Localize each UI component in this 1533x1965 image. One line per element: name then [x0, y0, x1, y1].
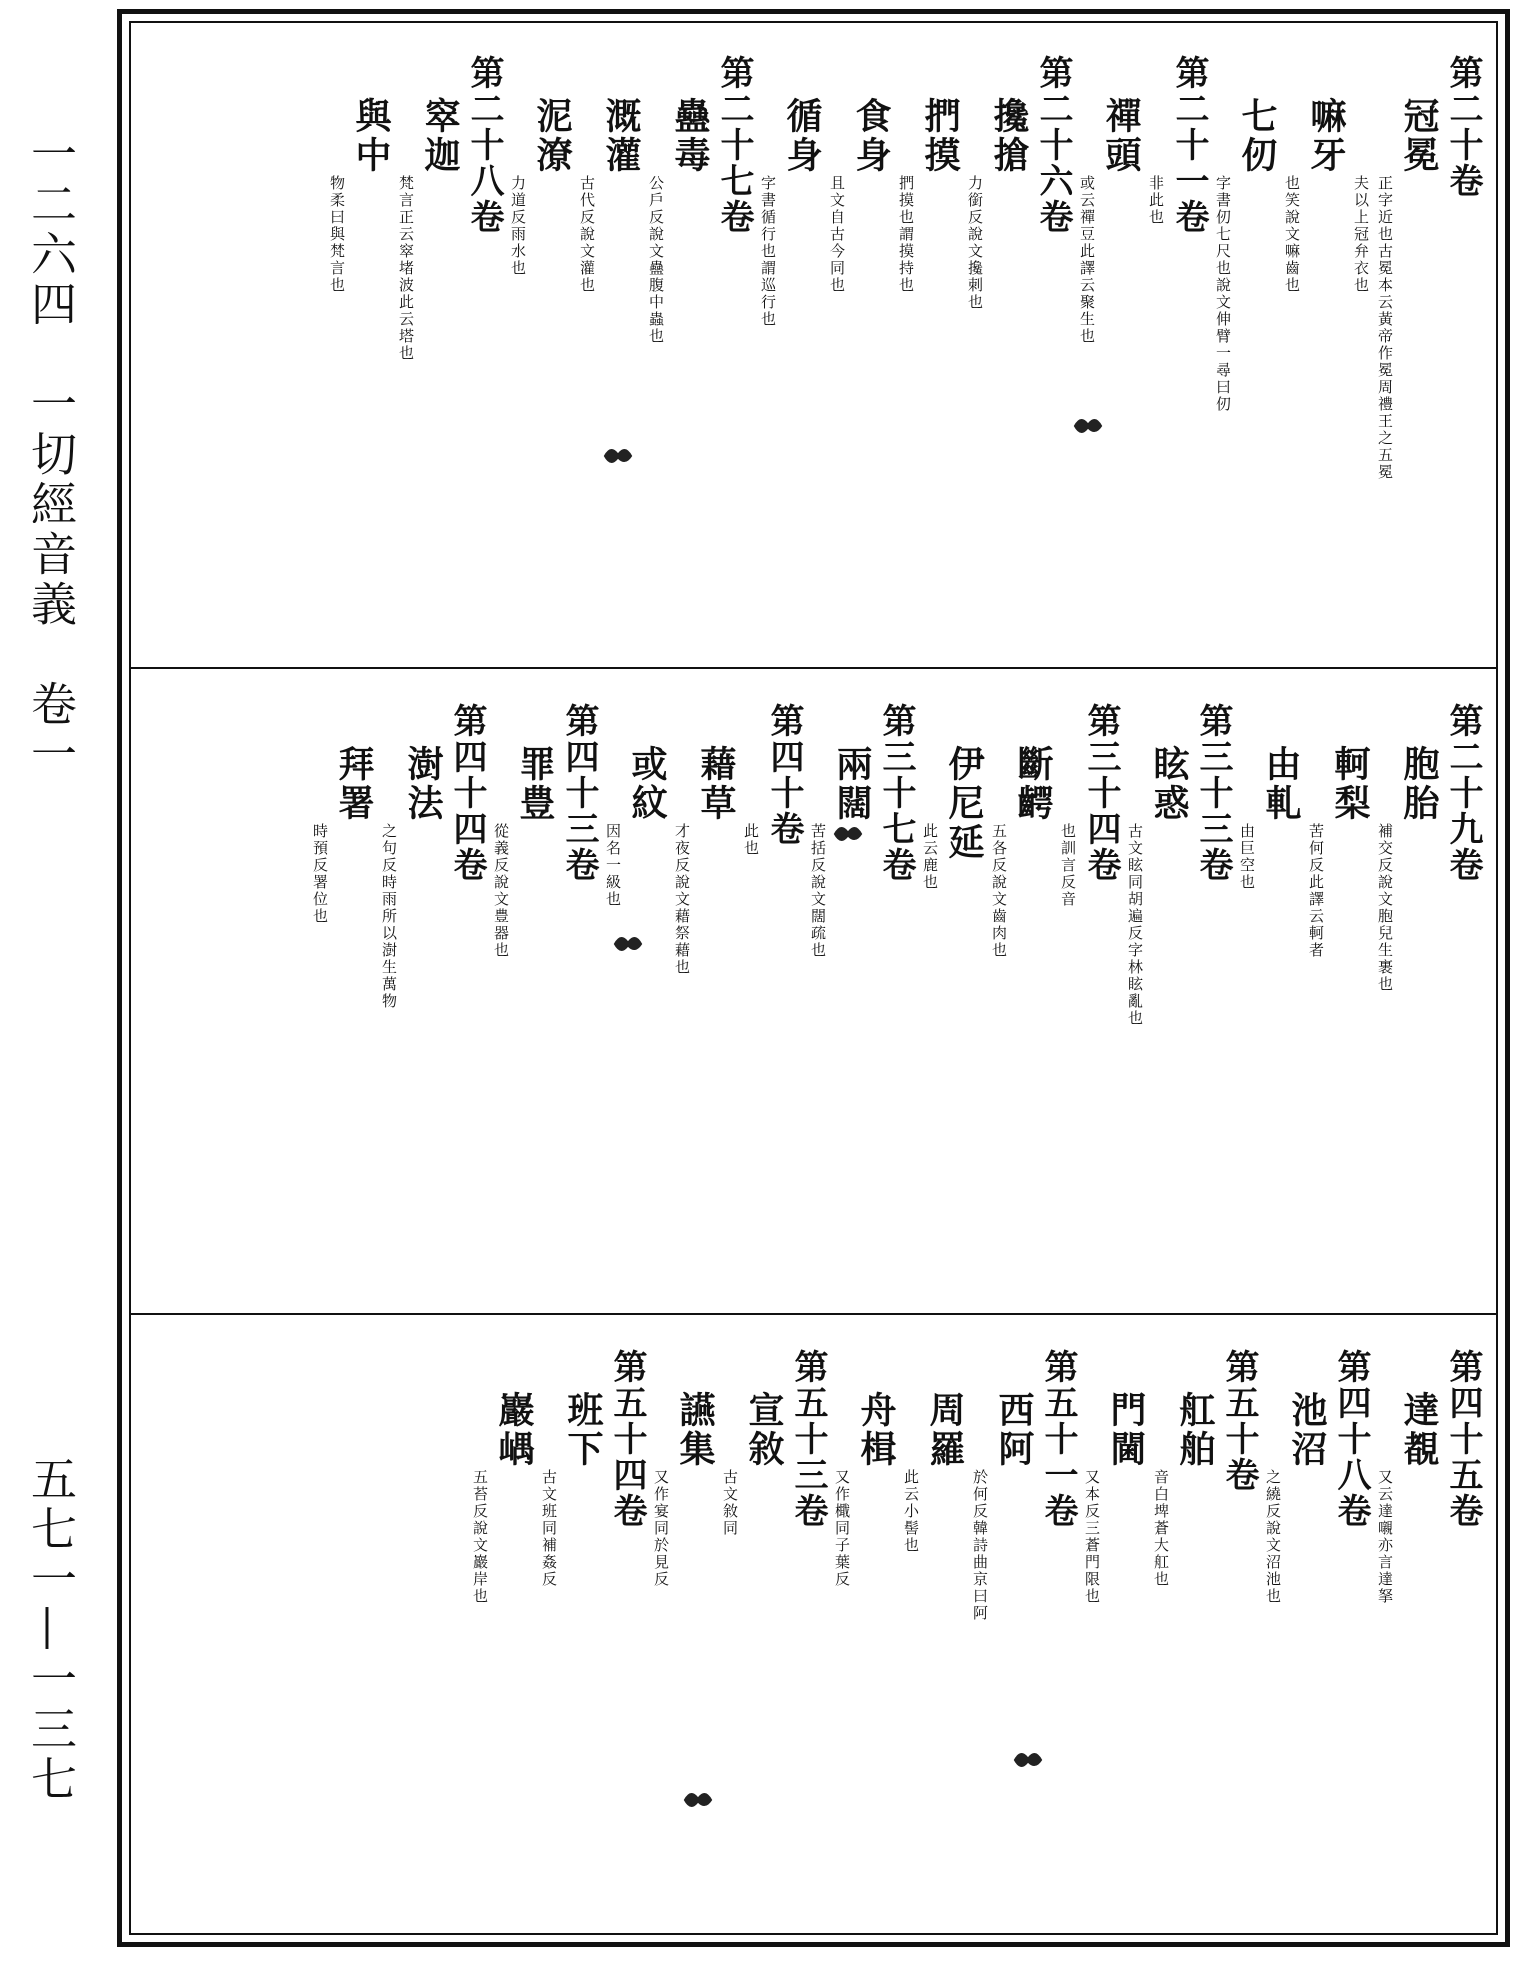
section-heading: 第二十九卷	[1443, 703, 1483, 883]
entry-gloss: 時預反署位也	[311, 823, 329, 925]
entry-headword: 禪頭	[1100, 97, 1142, 175]
entry-headword: 蠱毒	[669, 97, 711, 175]
entry-gloss: 補交反說文胞兒生裹也	[1376, 823, 1394, 993]
entry-gloss: 又本反三蒼門限也	[1083, 1469, 1101, 1605]
entry-headword: 眩惑	[1148, 745, 1190, 823]
entry-gloss: 苦何反此譯云軻者	[1307, 823, 1325, 959]
column-area	[269, 1349, 1483, 1916]
section-heading: 第五十一卷	[1038, 1349, 1078, 1529]
entry-gloss: 也笑說文嘛齒也	[1283, 175, 1301, 294]
section-heading: 第四十四卷	[447, 703, 487, 883]
entry-gloss: 梵言正云窣堵波此云塔也	[397, 175, 415, 362]
entry-headword: 斷齶	[1012, 745, 1054, 823]
entry-gloss: 力銜反說文攙刺也	[966, 175, 984, 311]
panel-bottom	[129, 1313, 1498, 1938]
entry-headword: 軻梨	[1329, 745, 1371, 823]
entry-gloss: 字書仞七尺也說文伸臂一尋曰仞	[1214, 175, 1232, 413]
entry-gloss: 之句反時雨所以澍生萬物	[380, 823, 398, 1010]
entry-headword: 讌集	[674, 1391, 716, 1469]
entry-headword: 舟楫	[855, 1391, 897, 1469]
entry-gloss: 物柔曰與梵言也	[328, 175, 346, 294]
panel-middle	[129, 667, 1498, 1313]
entry-gloss: 古文敘同	[721, 1469, 739, 1537]
entry-headword: 食身	[850, 97, 892, 175]
entry-gloss: 古文班同補姦反	[540, 1469, 558, 1588]
entry-gloss: 之繞反說文沼池也	[1264, 1469, 1282, 1605]
panel-top	[129, 21, 1498, 667]
section-heading: 第三十三卷	[1193, 703, 1233, 883]
entry-gloss: 此云鹿也	[921, 823, 939, 891]
entry-headword: 班下	[562, 1391, 604, 1469]
entry-gloss: 於何反韓詩曲京曰阿	[971, 1469, 989, 1622]
section-heading: 第二十六卷	[1033, 55, 1073, 235]
column-area	[269, 55, 1483, 645]
entry-gloss: 苦括反說文闊疏也	[809, 823, 827, 959]
entry-gloss: 五苔反說文巖岸也	[471, 1469, 489, 1605]
entry-headword: 拜署	[333, 745, 375, 823]
section-heading: 第二十八卷	[464, 55, 504, 235]
section-heading: 第五十四卷	[607, 1349, 647, 1529]
entry-gloss: 字書循行也謂巡行也	[759, 175, 777, 328]
section-heading: 第二十一卷	[1169, 55, 1209, 235]
entry-gloss: 正字近也古冕本云黃帝作冕周禮王之五冕	[1376, 175, 1394, 481]
section-heading: 第二十七卷	[714, 55, 754, 235]
entry-gloss: 此也	[742, 823, 760, 857]
entry-headword: 舡舶	[1174, 1391, 1216, 1469]
entry-gloss: 從義反說文豊器也	[492, 823, 510, 959]
section-heading: 第五十三卷	[788, 1349, 828, 1529]
entry-headword: 巖嵎	[493, 1391, 535, 1469]
entry-headword: 伊尼延	[943, 745, 985, 862]
entry-headword: 藉草	[695, 745, 737, 823]
entry-gloss: 五各反說文齒肉也	[990, 823, 1008, 959]
entry-headword: 攙搶	[988, 97, 1030, 175]
entry-gloss: 此云小髻也	[902, 1469, 920, 1554]
entry-headword: 泥潦	[531, 97, 573, 175]
entry-gloss: 音白埤蒼大舡也	[1152, 1469, 1170, 1588]
entry-gloss: 非此也	[1147, 175, 1165, 226]
entry-headword: 兩闊	[831, 745, 873, 823]
entry-gloss: 由巨空也	[1238, 823, 1256, 891]
section-heading: 第三十七卷	[876, 703, 916, 883]
margin-page-number: 五七一—一三七	[24, 1455, 78, 1805]
entry-headword: 達覩	[1398, 1391, 1440, 1469]
entry-headword: 窣迦	[419, 97, 461, 175]
section-heading: 第四十卷	[764, 703, 804, 847]
margin-title: 一二六四 一切經音義 卷一	[24, 130, 78, 780]
entry-headword: 門閫	[1105, 1391, 1147, 1469]
entry-headword: 宣敘	[743, 1391, 785, 1469]
section-heading: 第三十四卷	[1081, 703, 1121, 883]
ornament-mark	[599, 441, 637, 471]
ornament-mark	[679, 1785, 717, 1815]
entry-headword: 澍法	[402, 745, 444, 823]
section-heading: 第四十五卷	[1443, 1349, 1483, 1529]
column-area	[269, 703, 1483, 1291]
section-heading: 第四十三卷	[559, 703, 599, 883]
entry-gloss: 夫以上冠弁衣也	[1352, 175, 1370, 294]
entry-gloss: 因名一級也	[604, 823, 622, 908]
ornament-mark	[1069, 411, 1107, 441]
ornament-mark	[609, 929, 647, 959]
entry-gloss: 才夜反說文藉祭藉也	[673, 823, 691, 976]
entry-headword: 周羅	[924, 1391, 966, 1469]
entry-gloss: 又云達嚫亦言達拏	[1376, 1469, 1394, 1605]
entry-gloss: 捫摸也謂摸持也	[897, 175, 915, 294]
entry-headword: 溉灌	[600, 97, 642, 175]
entry-gloss: 公戶反說文蠱腹中蟲也	[647, 175, 665, 345]
ornament-mark	[1009, 1745, 1047, 1775]
entry-headword: 循身	[781, 97, 823, 175]
entry-gloss: 力道反雨水也	[509, 175, 527, 277]
entry-headword: 嘛牙	[1305, 97, 1347, 175]
entry-gloss: 又作檝同子葉反	[833, 1469, 851, 1588]
entry-gloss: 古文眩同胡遍反字林眩亂也	[1126, 823, 1144, 1027]
entry-headword: 胞胎	[1398, 745, 1440, 823]
section-heading: 第五十卷	[1219, 1349, 1259, 1493]
entry-headword: 捫摸	[919, 97, 961, 175]
entry-headword: 西阿	[993, 1391, 1035, 1469]
entry-gloss: 又作宴同於見反	[652, 1469, 670, 1588]
entry-gloss: 也訓言反音	[1059, 823, 1077, 908]
entry-gloss: 古代反說文灌也	[578, 175, 596, 294]
entry-headword: 或紋	[626, 745, 668, 823]
entry-headword: 由軋	[1260, 745, 1302, 823]
entry-headword: 七仞	[1236, 97, 1278, 175]
section-heading: 第二十卷	[1443, 55, 1483, 199]
entry-headword: 池沼	[1286, 1391, 1328, 1469]
ornament-mark	[829, 819, 867, 849]
entry-gloss: 或云禪豆此譯云聚生也	[1078, 175, 1096, 345]
entry-headword: 與中	[350, 97, 392, 175]
entry-gloss: 且文自古今同也	[828, 175, 846, 294]
page-frame	[117, 9, 1510, 1947]
entry-headword: 罪豊	[514, 745, 556, 823]
section-heading: 第四十八卷	[1331, 1349, 1371, 1529]
entry-headword: 冠冕	[1398, 97, 1440, 175]
